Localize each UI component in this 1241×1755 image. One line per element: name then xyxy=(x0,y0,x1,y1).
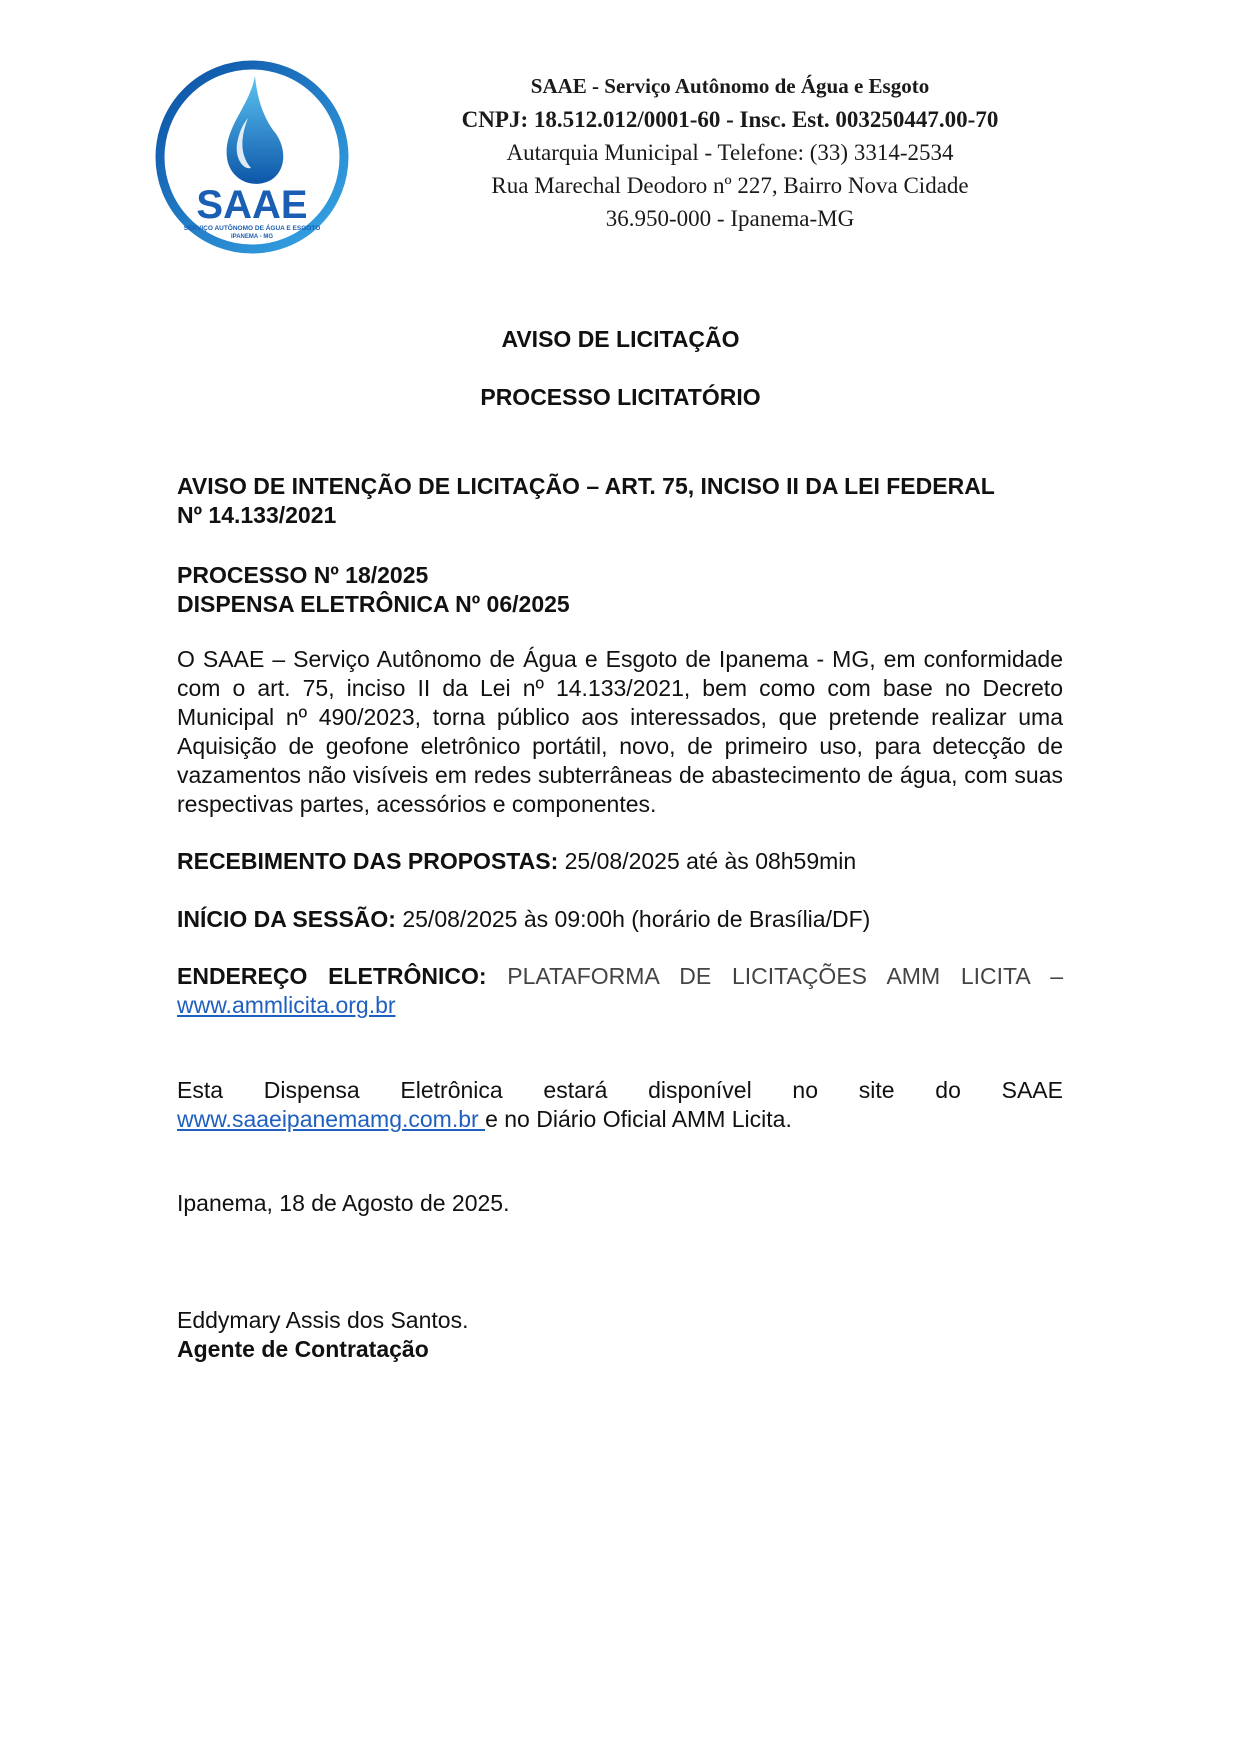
inicio-value: 25/08/2025 às 09:00h (horário de Brasília/DF) xyxy=(395,906,871,932)
signer-role: Agente de Contratação xyxy=(177,1336,429,1362)
processo-number: PROCESSO Nº 18/2025 xyxy=(177,562,429,588)
inicio-line xyxy=(177,905,1063,934)
dispensa-number: DISPENSA ELETRÔNICA Nº 06/2025 xyxy=(177,591,570,617)
recebimento-line xyxy=(177,847,1063,876)
availability-line-1: Esta Dispensa Eletrônica estará disponível no site do SAAE xyxy=(177,1077,1063,1103)
header-cnpj: CNPJ: 18.512.012/0001-60 - Insc. Est. 003250447.00-70 xyxy=(461,107,999,132)
process-heading xyxy=(177,561,1063,619)
intent-line-2: Nº 14.133/2021 xyxy=(177,502,337,528)
availability-after: e no Diário Oficial AMM Licita. xyxy=(485,1106,792,1132)
ammlicita-link[interactable]: www.ammlicita.org.br xyxy=(177,992,396,1018)
title-aviso: AVISO DE LICITAÇÃO xyxy=(501,326,740,352)
signature-block xyxy=(177,1306,1063,1364)
endereco-value: PLATAFORMA DE LICITAÇÕES AMM LICITA – xyxy=(486,963,1063,989)
intent-line-1: AVISO DE INTENÇÃO DE LICITAÇÃO – ART. 75, INCISO II DA LEI FEDERAL xyxy=(177,473,995,499)
header-phone: Autarquia Municipal - Telefone: (33) 3314-2534 xyxy=(506,140,954,165)
header-address: Rua Marechal Deodoro nº 227, Bairro Nova Cidade xyxy=(491,173,969,198)
body-paragraph: O SAAE – Serviço Autônomo de Água e Esgoto de Ipanema - MG, em conformidade com o art. 75, inciso II da Lei nº 14.133/2021, bem como com base no Decreto Municipal nº 490/2023, torna público aos interessados, que pretende realizar uma Aquisição de geofone eletrônico portátil, novo, de primeiro uso, para detecção de vazamentos não visíveis em redes subterrâneas de abastecimento de água, com suas respectivas partes, acessórios e componentes. xyxy=(177,646,1063,817)
intent-heading xyxy=(177,472,1063,530)
logo-text: SAAE xyxy=(196,183,308,227)
signer-name: Eddymary Assis dos Santos. xyxy=(177,1307,469,1333)
endereco-label: ENDEREÇO ELETRÔNICO: xyxy=(177,963,487,989)
logo-subtext2: IPANEMA - MG xyxy=(231,234,273,240)
inicio-label: INÍCIO DA SESSÃO: xyxy=(177,906,396,932)
title-processo: PROCESSO LICITATÓRIO xyxy=(480,384,761,410)
saae-logo xyxy=(153,58,351,256)
recebimento-label: RECEBIMENTO DAS PROPOSTAS: xyxy=(177,848,559,874)
availability-block xyxy=(177,1076,1063,1134)
recebimento-value: 25/08/2025 até às 08h59min xyxy=(558,848,857,874)
header-city: 36.950-000 - Ipanema-MG xyxy=(605,206,855,231)
date-line: Ipanema, 18 de Agosto de 2025. xyxy=(177,1190,510,1216)
header-org-name: SAAE - Serviço Autônomo de Água e Esgoto xyxy=(530,74,930,98)
logo-subtext: SERVIÇO AUTÔNOMO DE ÁGUA E ESGOTO xyxy=(183,225,321,232)
endereco-block xyxy=(177,962,1063,1020)
saae-site-link[interactable]: www.saaeipanemamg.com.br xyxy=(177,1106,486,1132)
letterhead xyxy=(420,70,1040,235)
